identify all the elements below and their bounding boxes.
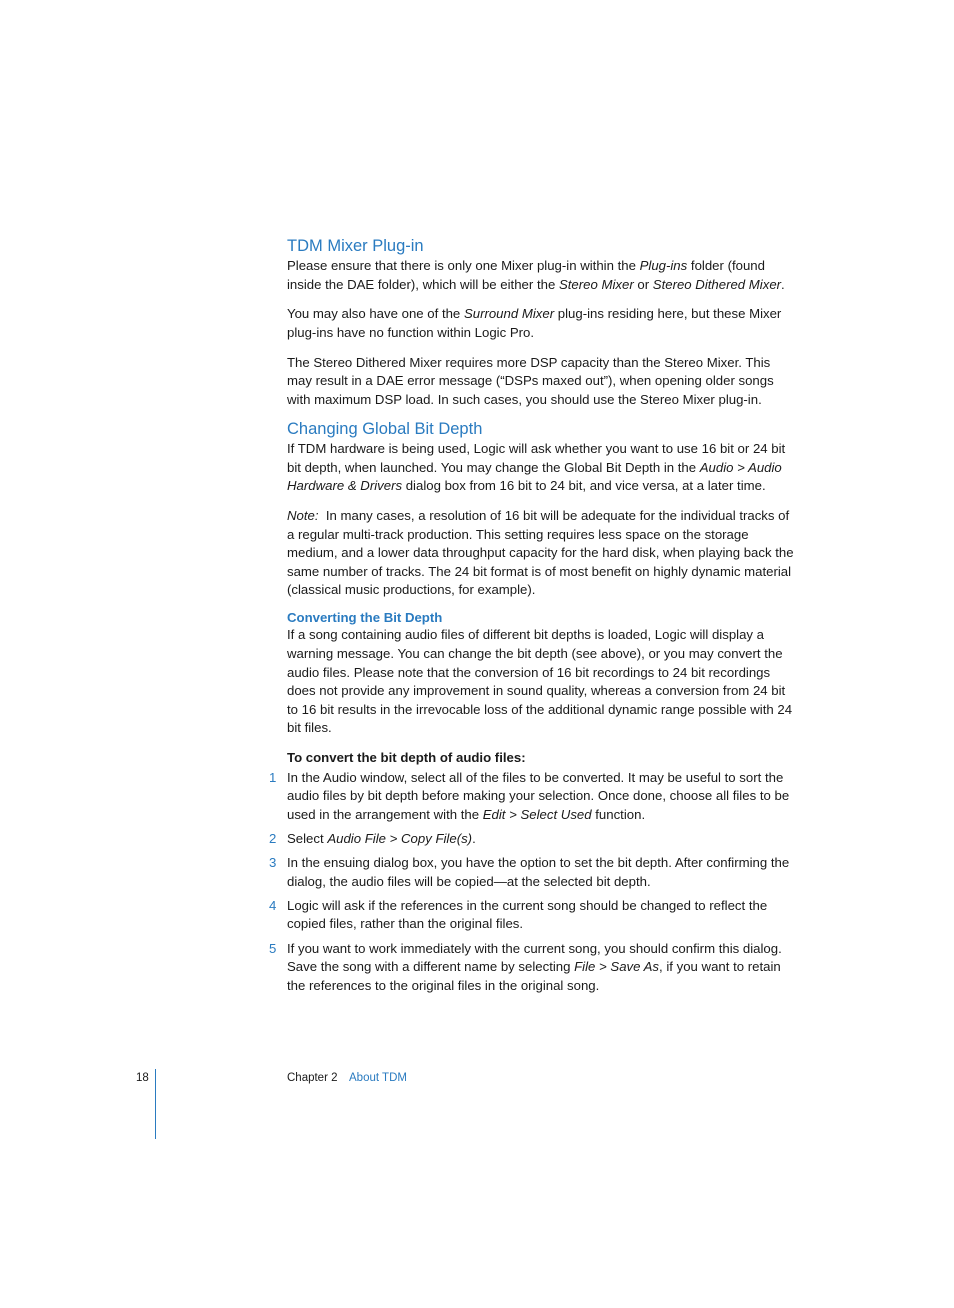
step-number: 3 (269, 855, 277, 871)
step-number: 4 (269, 897, 277, 913)
list-item: 1 In the Audio window, select all of the files to be converted. It may be useful to sort the audio files by bit depth before making your selection. Once done, choose all files to be used in the arrangement with the Edit > Select Used function. (269, 769, 790, 822)
paragraph: If TDM hardware is being used, Logic will ask whether you want to use 16 bit or 24 bit bit depth, when launched. You may change the Global Bit Depth in the Audio > Audio Hardware & Drivers dialog box from 16 bit to 24 bit, and vice versa, at a later time. (287, 441, 786, 494)
section-heading-bit-depth: Changing Global Bit Depth (287, 420, 483, 439)
subsection-heading-converting: Converting the Bit Depth (287, 610, 443, 626)
paragraph: If a song containing audio files of different bit depths is loaded, Logic will display a warning message. You can change the bit depth (see above), or you may convert the audio files. Please note that the conversion of 16 bit recordings to 24 bit recordings does not provide any improvement in sound quality, whereas a conversion from 24 bit to 16 bit results in the irrevocable loss of the additional dynamic range possible with 24 bit files. (287, 627, 793, 736)
chapter-title: About TDM (349, 1072, 407, 1084)
page-content (269, 236, 797, 1001)
steps-list (269, 769, 797, 996)
page-number: 18 (136, 1072, 149, 1084)
step-number: 2 (269, 831, 277, 847)
list-item: 3 In the ensuing dialog box, you have the option to set the bit depth. After confirming the dialog, the audio files will be copied—at the selected bit depth. (269, 855, 790, 889)
step-number: 5 (269, 940, 277, 956)
note-paragraph: Note: In many cases, a resolution of 16 bit will be adequate for the individual tracks of a regular multi-track production. This setting requires less space on the storage medium, and a lower data throughput capacity for the hard disk, when playing back the same number of tracks. The 24 bit format is of most benefit on highly dynamic material (classical music productions, for example). (287, 508, 794, 598)
step-number: 1 (269, 769, 277, 785)
chapter-label: Chapter 2 (287, 1072, 338, 1084)
paragraph: The Stereo Dithered Mixer requires more DSP capacity than the Stereo Mixer. This may result in a DAE error message (“DSPs maxed out”), when opening older songs with maximum DSP load. In such cases, you should use the Stereo Mixer plug-in. (287, 354, 774, 407)
list-item: 2 Select Audio File > Copy File(s). (287, 830, 797, 849)
section-heading-tdm-mixer: TDM Mixer Plug-in (287, 237, 424, 255)
paragraph: You may also have one of the Surround Mixer plug-ins residing here, but these Mixer plug-ins have no function within Logic Pro. (287, 306, 782, 340)
footer-rule (155, 1069, 156, 1139)
task-title: To convert the bit depth of audio files: (287, 750, 526, 766)
note-label: Note: (287, 508, 319, 523)
paragraph: Please ensure that there is only one Mixer plug-in within the Plug-ins folder (found inside the DAE folder), which will be either the Stereo Mixer or Stereo Dithered Mixer. (287, 258, 785, 292)
list-item: 5 If you want to work immediately with the current song, you should confirm this dialog. Save the song with a different name by selecting File > Save As, if you want to retain the references to the original files in the original song. (269, 940, 782, 993)
list-item: 4 Logic will ask if the references in the current song should be changed to reflect the copied files, rather than the original files. (269, 897, 768, 932)
